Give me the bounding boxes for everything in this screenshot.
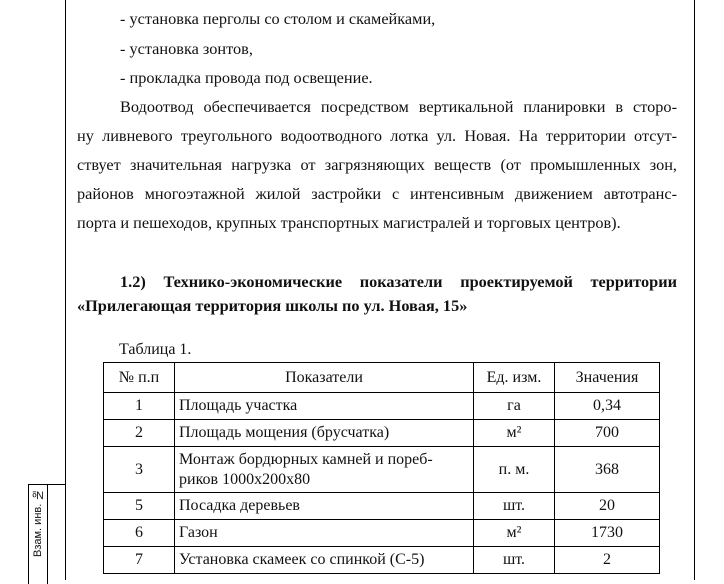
paragraph-line: ствует значительная нагрузка от загрязняющих веществ (от промышленных зон,: [77, 155, 677, 174]
unit-cell: шт.: [474, 547, 555, 574]
side-stamp: [28, 484, 65, 584]
column-header: Значения: [555, 363, 660, 393]
paragraph-line: ну ливневого треугольного водоотводного лотка ул. Новая. На территории отсут-: [77, 126, 677, 145]
table-header-row: [104, 363, 660, 393]
table-row: [104, 493, 660, 520]
stamp-label: Взам. инв. №: [32, 489, 44, 558]
table-row: [104, 520, 660, 547]
value-cell: 20: [555, 493, 660, 520]
row-number: 5: [104, 493, 175, 520]
table-row: [104, 393, 660, 420]
unit-cell: м²: [474, 520, 555, 547]
row-number: 2: [104, 420, 175, 447]
indicator-name: Площадь мощения (брусчатка): [175, 420, 474, 447]
indicators-table: [103, 362, 660, 574]
stamp-divider: [47, 485, 48, 584]
value-cell: 2: [555, 547, 660, 574]
list-item: - установка перголы со столом и скамейками,: [120, 9, 436, 28]
paragraph-line: районов многоэтажной жилой застройки с интенсивным движением автотранс-: [77, 184, 677, 203]
unit-cell: п. м.: [474, 447, 555, 493]
value-cell: 368: [555, 447, 660, 493]
unit-cell: шт.: [474, 493, 555, 520]
indicator-name-line: Монтаж бордюрных камней и пореб-: [179, 450, 433, 468]
list-item: - установка зонтов,: [120, 39, 253, 58]
paragraph-line: порта и пешеходов, крупных транспортных магистралей и торговых центров).: [77, 213, 621, 232]
indicator-name-line: риков 1000x200x80: [179, 470, 311, 488]
row-number: 1: [104, 393, 175, 420]
paragraph-line: Водоотвод обеспечивается посредством вертикальной планировки в сторо-: [120, 97, 677, 116]
column-header: Ед. изм.: [474, 363, 555, 393]
table-caption: Таблица 1.: [119, 341, 192, 358]
unit-cell: га: [474, 393, 555, 420]
column-header: № п.п: [104, 363, 175, 393]
row-number: 3: [104, 447, 175, 493]
row-number: 7: [104, 547, 175, 574]
table-row: [104, 547, 660, 574]
value-cell: 0,34: [555, 393, 660, 420]
row-number: 6: [104, 520, 175, 547]
table-row: [104, 447, 660, 493]
indicator-name: Посадка деревьев: [175, 493, 474, 520]
indicator-name: Площадь участка: [175, 393, 474, 420]
indicator-name: Установка скамеек со спинкой (С-5): [175, 547, 474, 574]
value-cell: 1730: [555, 520, 660, 547]
heading-line: «Прилегающая территория школы по ул. Новая, 15»: [77, 296, 468, 315]
column-header: Показатели: [175, 363, 474, 393]
list-item: - прокладка провода под освещение.: [120, 68, 373, 87]
unit-cell: м²: [474, 420, 555, 447]
indicator-name: Газон: [175, 520, 474, 547]
heading-line: 1.2) Технико-экономические показатели проектируемой территории: [120, 272, 677, 291]
value-cell: 700: [555, 420, 660, 447]
indicator-name: [175, 447, 474, 493]
table-row: [104, 420, 660, 447]
